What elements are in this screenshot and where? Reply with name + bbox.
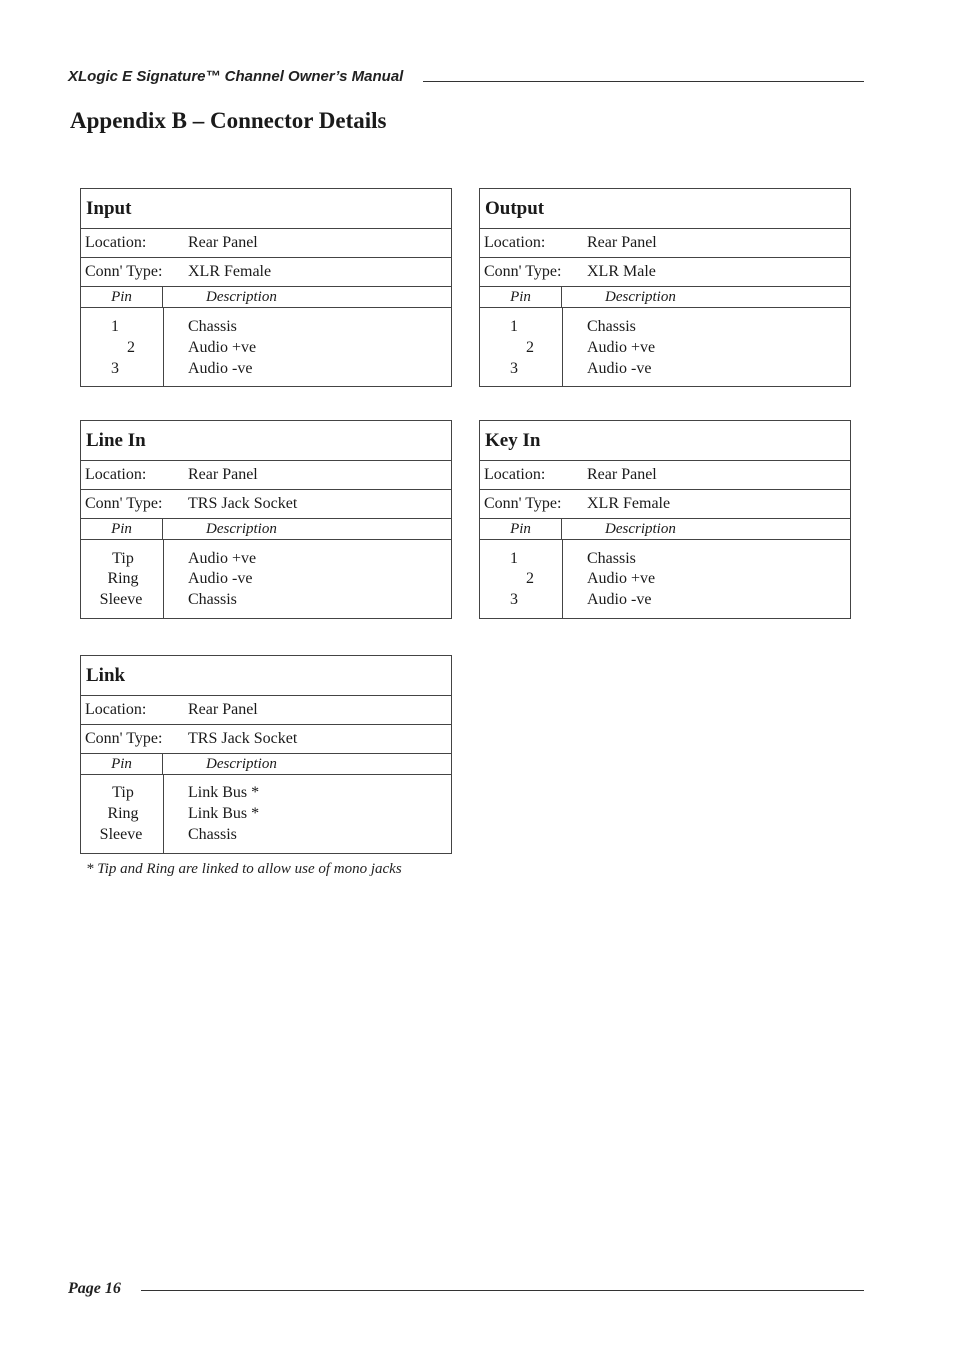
pin-row: [480, 568, 850, 589]
conn-type-row: [480, 258, 850, 287]
conn-type-value: XLR Female: [587, 495, 671, 512]
pin-row: [81, 316, 451, 337]
conn-type-label: Conn' Type:: [85, 495, 163, 512]
pin-number: 1: [510, 550, 518, 567]
pin-list: [81, 775, 451, 853]
pin-number: 1: [111, 318, 119, 335]
pin-description: Audio +ve: [188, 339, 257, 356]
location-row: [81, 461, 451, 490]
location-label: Location:: [85, 234, 147, 251]
page-number: Page 16: [68, 1280, 121, 1297]
pin-description: Chassis: [188, 591, 237, 608]
description-column-header: Description: [605, 289, 676, 305]
page-title: Appendix B – Connector Details: [70, 108, 387, 133]
pin-description: Audio +ve: [188, 550, 257, 567]
pin-list: [81, 540, 451, 618]
connector-title: Line In: [81, 421, 451, 461]
pin-table-header: [81, 754, 451, 775]
pin-number: 1: [510, 318, 518, 335]
location-value: Rear Panel: [188, 701, 258, 718]
location-label: Location:: [484, 234, 546, 251]
pin-number: Tip: [112, 784, 134, 801]
pin-description: Audio -ve: [587, 591, 652, 608]
pin-row: [81, 358, 451, 379]
location-value: Rear Panel: [587, 234, 657, 251]
pin-table-header: [480, 519, 850, 540]
pin-list: [480, 308, 850, 386]
pin-number: Ring: [107, 570, 139, 587]
pin-row: [81, 803, 451, 824]
location-row: [81, 696, 451, 725]
pin-number: 2: [526, 570, 534, 587]
manual-title: XLogic E Signature™ Channel Owner’s Manual: [68, 68, 404, 85]
pin-number: 3: [111, 360, 119, 377]
pin-description: Chassis: [188, 826, 237, 843]
conn-type-row: [480, 490, 850, 519]
conn-type-label: Conn' Type:: [85, 730, 163, 747]
pin-description: Link Bus *: [188, 784, 260, 801]
pin-description: Audio +ve: [587, 339, 656, 356]
pin-number: Ring: [107, 805, 139, 822]
location-value: Rear Panel: [188, 234, 258, 251]
connector-title: Link: [81, 656, 451, 696]
pin-column-header: Pin: [81, 287, 163, 307]
description-column-header: Description: [605, 521, 676, 537]
pin-number: 2: [127, 339, 135, 356]
connector-title: Key In: [480, 421, 850, 461]
pin-row: [81, 568, 451, 589]
location-value: Rear Panel: [587, 466, 657, 483]
pin-column-header: Pin: [480, 287, 562, 307]
pin-description: Audio -ve: [188, 360, 253, 377]
footnote: * Tip and Ring are linked to allow use of mono jacks: [86, 861, 402, 877]
pin-description: Chassis: [188, 318, 237, 335]
conn-type-value: TRS Jack Socket: [188, 730, 298, 747]
conn-type-label: Conn' Type:: [484, 263, 562, 280]
location-row: [81, 229, 451, 258]
location-row: [480, 461, 850, 490]
pin-table-header: [81, 287, 451, 308]
pin-number: 3: [510, 591, 518, 608]
pin-row: [480, 589, 850, 610]
pin-number: Sleeve: [99, 826, 143, 843]
conn-type-value: XLR Female: [188, 263, 272, 280]
description-column-header: Description: [206, 521, 277, 537]
pin-number: 2: [526, 339, 534, 356]
pin-description: Audio +ve: [587, 570, 656, 587]
connector-box-input: [80, 188, 452, 387]
description-column-header: Description: [206, 756, 277, 772]
pin-row: [81, 824, 451, 845]
pin-row: [81, 782, 451, 803]
pin-row: [480, 316, 850, 337]
pin-row: [480, 337, 850, 358]
pin-number: Sleeve: [99, 591, 143, 608]
pin-row: [480, 358, 850, 379]
pin-list: [81, 308, 451, 386]
conn-type-label: Conn' Type:: [85, 263, 163, 280]
pin-number: 3: [510, 360, 518, 377]
pin-description: Chassis: [587, 318, 636, 335]
location-label: Location:: [85, 466, 147, 483]
pin-description: Audio -ve: [587, 360, 652, 377]
pin-column-header: Pin: [81, 754, 163, 774]
location-label: Location:: [85, 701, 147, 718]
pin-table-header: [480, 287, 850, 308]
connector-title: Output: [480, 189, 850, 229]
pin-description: Link Bus *: [188, 805, 260, 822]
pin-list: [480, 540, 850, 618]
pin-row: [81, 548, 451, 569]
connector-box-output: [479, 188, 851, 387]
conn-type-label: Conn' Type:: [484, 495, 562, 512]
pin-description: Audio -ve: [188, 570, 253, 587]
connector-box-key-in: [479, 420, 851, 619]
pin-number: Tip: [112, 550, 134, 567]
conn-type-row: [81, 490, 451, 519]
footer-rule: [141, 1290, 864, 1291]
connector-box-link: [80, 655, 452, 854]
location-value: Rear Panel: [188, 466, 258, 483]
conn-type-row: [81, 258, 451, 287]
header-rule: [423, 81, 864, 82]
pin-description: Chassis: [587, 550, 636, 567]
pin-row: [81, 589, 451, 610]
pin-column-header: Pin: [480, 519, 562, 539]
description-column-header: Description: [206, 289, 277, 305]
location-label: Location:: [484, 466, 546, 483]
pin-table-header: [81, 519, 451, 540]
pin-column-header: Pin: [81, 519, 163, 539]
conn-type-row: [81, 725, 451, 754]
pin-row: [480, 548, 850, 569]
connector-title: Input: [81, 189, 451, 229]
conn-type-value: XLR Male: [587, 263, 656, 280]
connector-box-line-in: [80, 420, 452, 619]
conn-type-value: TRS Jack Socket: [188, 495, 298, 512]
location-row: [480, 229, 850, 258]
pin-row: [81, 337, 451, 358]
